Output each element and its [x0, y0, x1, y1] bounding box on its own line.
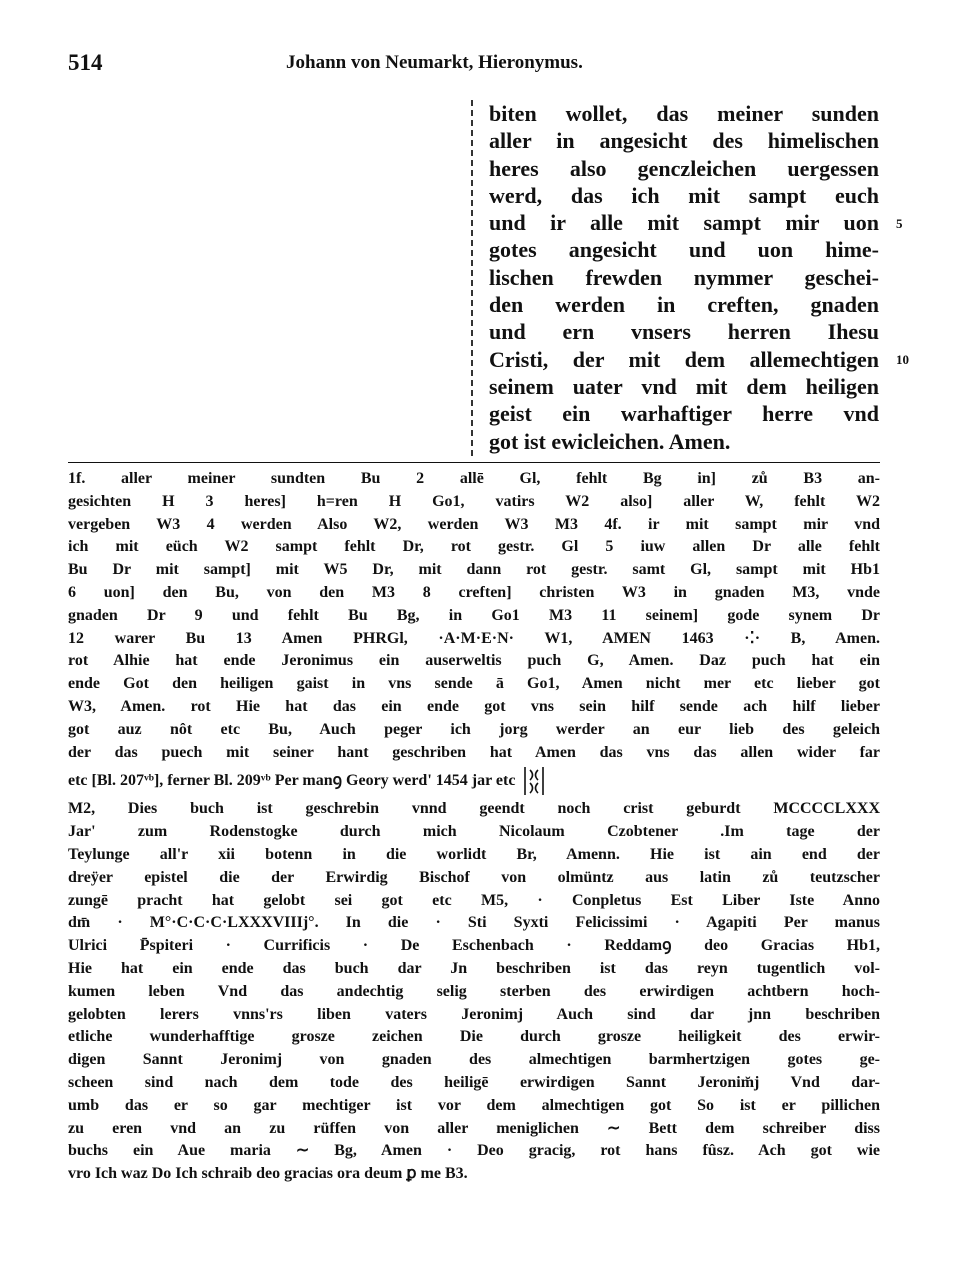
apparatus-line: buchs ein Aue maria ∼ Bg, Amen · Deo gracig, rot hans fûsz. Ach got wie	[68, 1142, 880, 1160]
main-text-line: und ir alle mit sampt mir uon	[489, 210, 879, 236]
main-text-line: gotes angesicht und uon hime-	[489, 237, 879, 263]
main-text-line: lischen frewden nymmer geschei-	[489, 264, 879, 290]
apparatus-line: digen Sannt Jeronimj von gnaden des almechtigen barmhertzigen gotes ge-	[68, 1051, 880, 1069]
main-text-line: werd, das ich mit sampt euch	[489, 182, 879, 208]
apparatus-line: ende Got den heiligen gaist in vns sende ā Go1, Amen nicht mer etc lieber got	[68, 675, 880, 693]
apparatus-line: etliche wunderhafftige grosze zeichen Die durch grosze heiligkeit des erwir-	[68, 1028, 880, 1046]
critical-apparatus	[68, 468, 880, 1186]
apparatus-line: 6 uon] den Bu, von den M3 8 creften] christen W3 in gnaden M3, vnde	[68, 583, 880, 601]
apparatus-line: etc [Bl. 207ᵛᵇ], ferner Bl. 209ᵛᵇ Per manꝯ Geory werd' 1454 jar etc	[68, 772, 516, 790]
apparatus-line-with-mark	[68, 764, 880, 798]
main-text-line: seinem uater vnd mit dem heiligen	[489, 373, 879, 399]
apparatus-line: zu eren vnd an zu rüffen von aller meniglichen ∼ Bett dem schreiber diss	[68, 1119, 880, 1137]
apparatus-line: ich mit eüch W2 sampt fehlt Dr, rot gestr. Gl 5 iuw allen Dr alle fehlt	[68, 538, 880, 556]
apparatus-separator	[68, 462, 880, 463]
apparatus-line: 1f. aller meiner sundten Bu 2 allē Gl, fehlt Bg in] zů B3 an-	[68, 470, 880, 487]
apparatus-line: zungē pracht hat gelobt sei got etc M5, · Conpletus Est Liber Iste Anno	[68, 891, 880, 909]
line-number-10: 10	[896, 352, 909, 367]
page-header	[68, 50, 878, 80]
apparatus-line: Bu Dr mit sampt] mit W5 Dr, mit dann rot gestr. samt Gl, sampt mit Hb1	[68, 561, 880, 579]
apparatus-line: Hie hat ein ende das buch dar Jn beschriben ist das reyn tugentlich vol-	[68, 959, 880, 977]
main-text-line: geist ein warhaftiger herre vnd	[489, 401, 879, 427]
line-number-5: 5	[896, 216, 903, 231]
main-text-line: Cristi, der mit dem allemechtigen	[489, 346, 879, 372]
main-text-line: und ern vnsers herren Ihesu	[489, 319, 879, 345]
apparatus-line: der das puech mit seiner hant geschriben hat Amen das vns das allen wider far	[68, 743, 880, 761]
apparatus-line: Ulrici P̄spiteri · Currificis · De Eschenbach · Reddamꝯ deo Gracias Hb1,	[68, 937, 880, 955]
margin-dashed-rule	[471, 100, 473, 456]
apparatus-line: gelobten lerers vnns'rs liben vaters Jeronimj Auch sind dar jnn beschriben	[68, 1005, 880, 1023]
main-text-line: got ist ewicleichen. Amen.	[489, 428, 731, 454]
apparatus-line: gesichten H 3 heres] h=ren H Go1, vatirs W2 also] aller W, fehlt W2	[68, 492, 880, 510]
scribal-mark-icon	[519, 765, 549, 797]
main-text-line: heres also genczleichen uergessen	[489, 155, 879, 181]
apparatus-line: vro Ich waz Do Ich schraib deo gracias ora deum ꝑ me B3.	[68, 1165, 468, 1183]
main-text-line: aller in angesicht des himelischen	[489, 128, 879, 154]
page-number: 514	[68, 50, 103, 75]
apparatus-line: scheen sind nach dem tode des heiligē erwirdigen Sannt Jeronim̆j Vnd dar-	[68, 1073, 880, 1091]
apparatus-line: Jar' zum Rodenstogke durch mich Nicolaum Czobtener .Im tage der	[68, 823, 880, 841]
main-text-line: den werden in creften, gnaden	[489, 292, 879, 318]
apparatus-line: rot Alhie hat ende Jeronimus ein auserweltis puch G, Amen. Daz puch hat ein	[68, 652, 880, 670]
apparatus-line: 12 warer Bu 13 Amen PHRGl, ·A·M·E·N· W1, AMEN 1463 ·⁚· B, Amen.	[68, 629, 880, 647]
apparatus-line: M2, Dies buch ist geschrebin vnnd geendt noch crist geburdt MCCCCLXXX	[68, 800, 880, 818]
apparatus-line: dreÿer epistel die der Erwirdig Bischof von olmüntz aus latin zů teutzscher	[68, 868, 880, 886]
apparatus-line: umb das er so gar mechtiger ist vor dem almechtigen got So ist er pillichen	[68, 1096, 880, 1114]
main-text-column	[489, 100, 879, 455]
apparatus-line: kumen leben Vnd das andechtig selig sterben des erwirdigen achtbern hoch-	[68, 982, 880, 1000]
running-title: Johann von Neumarkt, Hieronymus.	[286, 52, 583, 73]
apparatus-line: vergeben W3 4 werden Also W2, werden W3 M3 4f. ir mit sampt mir vnd	[68, 515, 880, 533]
apparatus-line: dm̄ · M°·C·C·C·LXXXVIIIj°. In die · Sti Syxti Felicissimi · Agapiti Per manus	[68, 914, 880, 932]
apparatus-line: got auz nôt etc Bu, Auch peger ich jorg werder an eur lieb des geleich	[68, 720, 880, 738]
apparatus-line: gnaden Dr 9 und fehlt Bu Bg, in Go1 M3 11 seinem] gode synem Dr	[68, 606, 880, 624]
apparatus-line: Teylunge all'r xii botenn in die worlidt Br, Amenn. Hie ist ain end der	[68, 845, 880, 863]
apparatus-line: W3, Amen. rot Hie hat das ein ende got vns sein hilf sende ach hilf lieber	[68, 697, 880, 715]
main-text-line: biten wollet, das meiner sunden	[489, 101, 879, 126]
